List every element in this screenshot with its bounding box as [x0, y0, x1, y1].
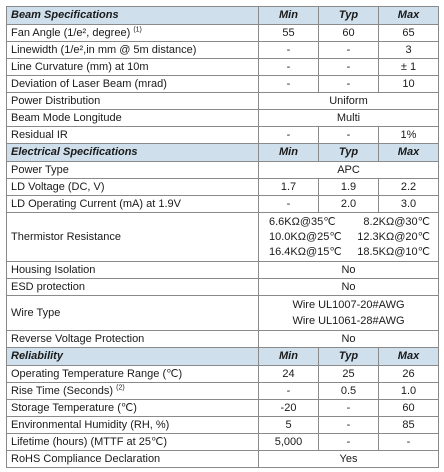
- min-cell: -: [259, 76, 319, 93]
- max-cell: 1.0: [379, 383, 439, 400]
- row-label: Beam Mode Longitude: [7, 110, 259, 127]
- row-label: Deviation of Laser Beam (mrad): [7, 76, 259, 93]
- min-cell: 24: [259, 366, 319, 383]
- table-row: [7, 127, 439, 144]
- typ-header: Typ: [319, 144, 379, 162]
- row-label: Rise Time (Seconds) $^{(2)}$: [7, 383, 259, 400]
- max-cell: 10: [379, 76, 439, 93]
- row-label: Thermistor Resistance: [7, 213, 259, 262]
- typ-cell: 60: [319, 25, 379, 42]
- table-row: [7, 434, 439, 451]
- table-row: [7, 383, 439, 400]
- table-row: [7, 296, 439, 331]
- typ-cell: -: [319, 127, 379, 144]
- min-cell: 55: [259, 25, 319, 42]
- typ-cell: -: [319, 434, 379, 451]
- row-label: Operating Temperature Range (℃): [7, 366, 259, 383]
- span-value-cell: No: [259, 331, 439, 348]
- max-cell: 85: [379, 417, 439, 434]
- table-row: [7, 59, 439, 76]
- min-cell: -: [259, 196, 319, 213]
- typ-cell: -: [319, 400, 379, 417]
- min-cell: -: [259, 127, 319, 144]
- max-cell: -: [379, 434, 439, 451]
- typ-header: Typ: [319, 348, 379, 366]
- table-row: [7, 451, 439, 468]
- span-value-cell: No: [259, 279, 439, 296]
- row-label: Environmental Humidity (RH, %): [7, 417, 259, 434]
- max-cell: 3.0: [379, 196, 439, 213]
- min-header: Min: [259, 7, 319, 25]
- row-label: Fan Angle (1/e², degree) $^{(1)}$: [7, 25, 259, 42]
- typ-cell: 2.0: [319, 196, 379, 213]
- typ-cell: -: [319, 42, 379, 59]
- span-value-cell: Multi: [259, 110, 439, 127]
- spec-table: [6, 6, 439, 468]
- max-cell: ± 1: [379, 59, 439, 76]
- row-label: Reverse Voltage Protection: [7, 331, 259, 348]
- table-row: [7, 213, 439, 262]
- span-value-cell: APC: [259, 162, 439, 179]
- min-cell: 5: [259, 417, 319, 434]
- table-row: [7, 196, 439, 213]
- min-cell: -: [259, 383, 319, 400]
- max-cell: 26: [379, 366, 439, 383]
- table-row: [7, 93, 439, 110]
- table-row: [7, 25, 439, 42]
- row-label: Lifetime (hours) (MTTF at 25℃): [7, 434, 259, 451]
- thermistor-value: 10.0KΩ@25℃: [269, 230, 342, 243]
- thermistor-value: 12.3KΩ@20℃: [357, 230, 430, 243]
- typ-cell: 1.9: [319, 179, 379, 196]
- row-label: LD Operating Current (mA) at 1.9V: [7, 196, 259, 213]
- thermistor-value: 8.2KΩ@30℃: [363, 215, 430, 228]
- row-label: Power Distribution: [7, 93, 259, 110]
- span-value-cell: Yes: [259, 451, 439, 468]
- wire-type-line: Wire UL1061-28#AWG: [292, 315, 405, 327]
- max-cell: 1%: [379, 127, 439, 144]
- electrical-section-title: Electrical Specifications: [7, 144, 259, 162]
- min-cell: -20: [259, 400, 319, 417]
- table-row: [7, 179, 439, 196]
- wire-type-cell: [259, 296, 439, 331]
- thermistor-values-cell: [259, 213, 439, 262]
- max-cell: 2.2: [379, 179, 439, 196]
- table-row: [7, 42, 439, 59]
- row-label: Residual IR: [7, 127, 259, 144]
- table-row: [7, 417, 439, 434]
- min-cell: 1.7: [259, 179, 319, 196]
- beam-header-row: [7, 7, 439, 25]
- wire-type-line: Wire UL1007-20#AWG: [292, 299, 405, 311]
- electrical-header-row: [7, 144, 439, 162]
- typ-header: Typ: [319, 7, 379, 25]
- row-label: Linewidth (1/e²,in mm @ 5m distance): [7, 42, 259, 59]
- min-cell: -: [259, 42, 319, 59]
- table-row: [7, 400, 439, 417]
- table-row: [7, 262, 439, 279]
- min-header: Min: [259, 348, 319, 366]
- row-label: Wire Type: [7, 296, 259, 331]
- min-header: Min: [259, 144, 319, 162]
- beam-section-title: Beam Specifications: [7, 7, 259, 25]
- row-label: Storage Temperature (℃): [7, 400, 259, 417]
- thermistor-value: 16.4KΩ@15℃: [269, 245, 342, 258]
- max-header: Max: [379, 7, 439, 25]
- max-cell: 65: [379, 25, 439, 42]
- typ-cell: -: [319, 76, 379, 93]
- max-header: Max: [379, 348, 439, 366]
- table-row: [7, 76, 439, 93]
- table-row: [7, 110, 439, 127]
- row-label: RoHS Compliance Declaration: [7, 451, 259, 468]
- row-label: Power Type: [7, 162, 259, 179]
- max-header: Max: [379, 144, 439, 162]
- thermistor-value: 6.6KΩ@35℃: [269, 215, 336, 228]
- min-cell: 5,000: [259, 434, 319, 451]
- table-row: [7, 162, 439, 179]
- max-cell: 3: [379, 42, 439, 59]
- max-cell: 60: [379, 400, 439, 417]
- typ-cell: 25: [319, 366, 379, 383]
- row-label: Line Curvature (mm) at 10m: [7, 59, 259, 76]
- row-label: Housing Isolation: [7, 262, 259, 279]
- row-label: LD Voltage (DC, V): [7, 179, 259, 196]
- table-row: [7, 366, 439, 383]
- table-row: [7, 331, 439, 348]
- row-label: ESD protection: [7, 279, 259, 296]
- typ-cell: 0.5: [319, 383, 379, 400]
- typ-cell: -: [319, 417, 379, 434]
- typ-cell: -: [319, 59, 379, 76]
- span-value-cell: Uniform: [259, 93, 439, 110]
- span-value-cell: No: [259, 262, 439, 279]
- thermistor-value: 18.5KΩ@10℃: [357, 245, 430, 258]
- reliability-header-row: [7, 348, 439, 366]
- min-cell: -: [259, 59, 319, 76]
- reliability-section-title: Reliability: [7, 348, 259, 366]
- table-row: [7, 279, 439, 296]
